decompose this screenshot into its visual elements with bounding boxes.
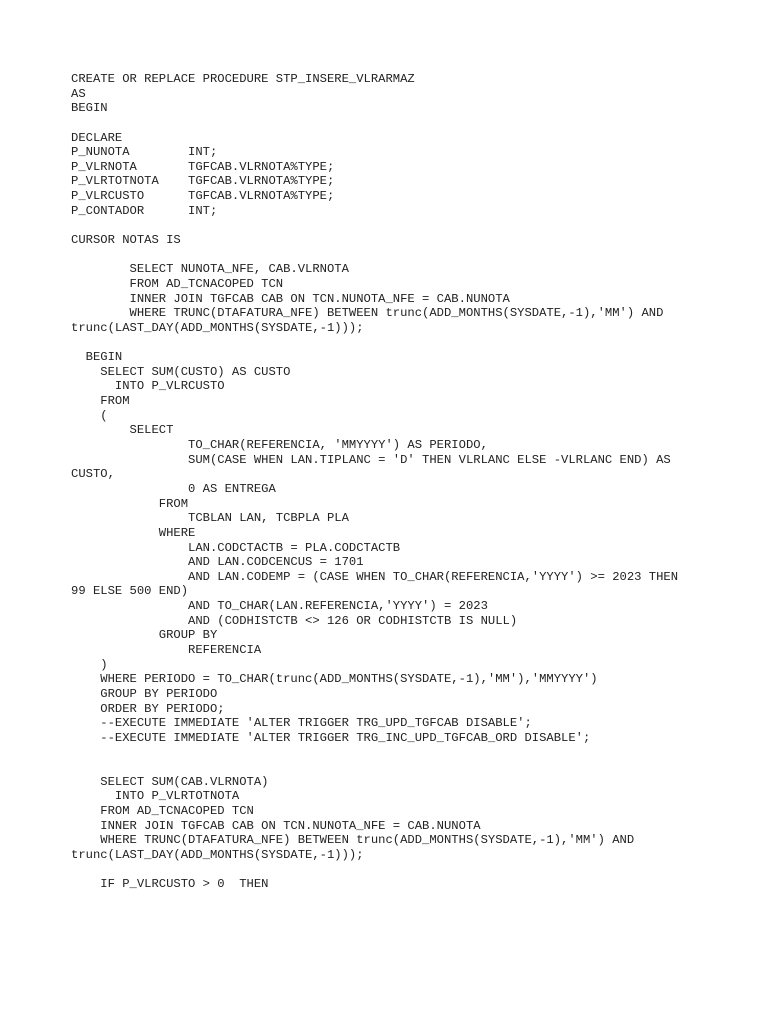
code-line: FROM xyxy=(71,496,189,511)
code-line: ( xyxy=(71,408,108,423)
code-line: IF P_VLRCUSTO > 0 THEN xyxy=(71,877,269,892)
code-line: INNER JOIN TGFCAB CAB ON TCN.NUNOTA_NFE = CAB.NUNOTA xyxy=(71,818,481,833)
code-line: GROUP BY xyxy=(71,628,218,643)
code-line: FROM xyxy=(71,394,130,409)
code-line: REFERENCIA xyxy=(71,642,262,657)
code-line: WHERE TRUNC(DTAFATURA_NFE) BETWEEN trunc(ADD_MONTHS(SYSDATE,-1),'MM') AND xyxy=(71,306,664,321)
code-line: SELECT SUM(CAB.VLRNOTA) xyxy=(71,774,269,789)
code-line: WHERE TRUNC(DTAFATURA_NFE) BETWEEN trunc(ADD_MONTHS(SYSDATE,-1),'MM') AND xyxy=(71,833,635,848)
code-line xyxy=(71,116,678,131)
code-line xyxy=(71,745,678,760)
code-line: FROM AD_TCNACOPED TCN xyxy=(71,804,254,819)
code-line: ORDER BY PERIODO; xyxy=(71,701,225,716)
code-line: CURSOR NOTAS IS xyxy=(71,233,181,248)
code-line xyxy=(71,863,678,878)
code-line: P_CONTADOR INT; xyxy=(71,203,218,218)
code-line: P_NUNOTA INT; xyxy=(71,145,218,160)
code-line: DECLARE xyxy=(71,130,123,145)
code-line: INTO P_VLRTOTNOTA xyxy=(71,789,240,804)
code-line xyxy=(71,336,678,351)
code-line: --EXECUTE IMMEDIATE 'ALTER TRIGGER TRG_UPD_TGFCAB DISABLE'; xyxy=(71,716,532,731)
code-line: --EXECUTE IMMEDIATE 'ALTER TRIGGER TRG_INC_UPD_TGFCAB_ORD DISABLE'; xyxy=(71,730,591,745)
code-line: SELECT NUNOTA_NFE, CAB.VLRNOTA xyxy=(71,262,349,277)
code-line xyxy=(71,760,678,775)
code-line: trunc(LAST_DAY(ADD_MONTHS(SYSDATE,-1))); xyxy=(71,320,364,335)
code-line: INNER JOIN TGFCAB CAB ON TCN.NUNOTA_NFE = CAB.NUNOTA xyxy=(71,291,510,306)
code-line: P_VLRNOTA TGFCAB.VLRNOTA%TYPE; xyxy=(71,159,335,174)
code-line: SELECT SUM(CUSTO) AS CUSTO xyxy=(71,364,291,379)
code-line: 0 AS ENTREGA xyxy=(71,481,276,496)
code-line: TCBLAN LAN, TCBPLA PLA xyxy=(71,511,349,526)
code-line: TO_CHAR(REFERENCIA, 'MMYYYY') AS PERIODO, xyxy=(71,438,488,453)
code-line: AND (CODHISTCTB <> 126 OR CODHISTCTB IS NULL) xyxy=(71,613,518,628)
code-line: BEGIN xyxy=(71,350,123,365)
code-line: 99 ELSE 500 END) xyxy=(71,584,189,599)
code-line xyxy=(71,248,678,263)
code-line: CUSTO, xyxy=(71,467,115,482)
code-line: GROUP BY PERIODO xyxy=(71,686,218,701)
code-line: trunc(LAST_DAY(ADD_MONTHS(SYSDATE,-1))); xyxy=(71,847,364,862)
code-line: AND LAN.CODEMP = (CASE WHEN TO_CHAR(REFERENCIA,'YYYY') >= 2023 THEN xyxy=(71,569,679,584)
sql-procedure-code xyxy=(71,72,678,892)
code-line: CREATE OR REPLACE PROCEDURE STP_INSERE_VLRARMAZ xyxy=(71,72,415,86)
code-line: ) xyxy=(71,657,108,672)
code-line xyxy=(71,218,678,233)
code-line: AND LAN.CODCENCUS = 1701 xyxy=(71,555,364,570)
code-line: WHERE xyxy=(71,525,196,540)
code-line: INTO P_VLRCUSTO xyxy=(71,379,225,394)
code-line: SUM(CASE WHEN LAN.TIPLANC = 'D' THEN VLRLANC ELSE -VLRLANC END) AS xyxy=(71,452,671,467)
code-line: BEGIN xyxy=(71,101,108,116)
code-line: P_VLRTOTNOTA TGFCAB.VLRNOTA%TYPE; xyxy=(71,174,335,189)
code-line: LAN.CODCTACTB = PLA.CODCTACTB xyxy=(71,540,401,555)
code-line: FROM AD_TCNACOPED TCN xyxy=(71,276,284,291)
code-line: P_VLRCUSTO TGFCAB.VLRNOTA%TYPE; xyxy=(71,189,335,204)
code-line: AS xyxy=(71,86,86,101)
code-line: SELECT xyxy=(71,423,174,438)
code-line: WHERE PERIODO = TO_CHAR(trunc(ADD_MONTHS(SYSDATE,-1),'MM'),'MMYYYY') xyxy=(71,672,598,687)
code-line: AND TO_CHAR(LAN.REFERENCIA,'YYYY') = 2023 xyxy=(71,599,488,614)
